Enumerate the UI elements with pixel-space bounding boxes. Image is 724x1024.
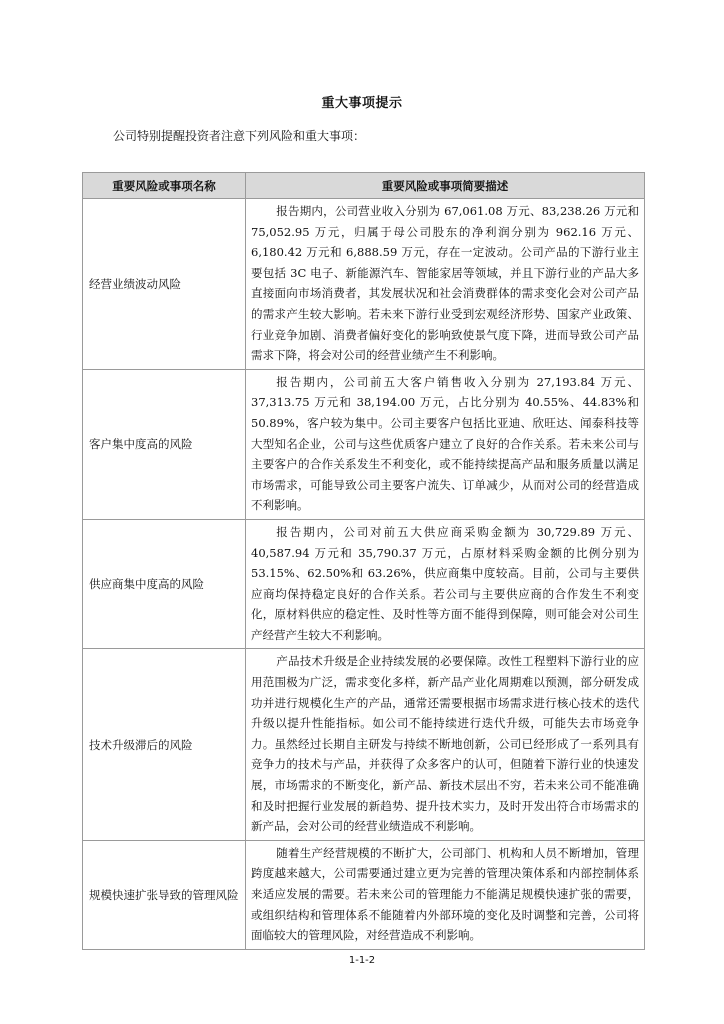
intro-text: 公司特别提醒投资者注意下列风险和重大事项： <box>113 129 366 143</box>
risk-name: 经营业绩波动风险 <box>83 199 246 370</box>
page-title: 重大事项提示 <box>321 96 403 111</box>
risk-description: 随着生产经营规模的不断扩大，公司部门、机构和人员不断增加，管理跨度越来越大，公司需要通过建立更为完善的管理决策体系和内部控制体系来适应发展的需要。若未来公司的管理能力不能满足规模快速扩张的需要，或组织结构和管理体系不能随着内外部环境的变化及时调整和完善，公司将面临较大的管理风险，对经营造成不利影响。 <box>246 840 645 949</box>
risk-name: 供应商集中度高的风险 <box>83 519 246 649</box>
risk-description: 报告期内，公司营业收入分别为 67,061.08 万元、83,238.26 万元和 75,052.95 万元，归属于母公司股东的净利润分别为 962.16 万元、6,180.42 万元和 6,888.59 万元，存在一定波动。公司产品的下游行业主要包括 3C 电子、新能源汽车、智能家居等领域，并且下游行业的产品大多直接面向市场消费者，其发展状况和社会消费群体的需求变化会对公司产品的需求产生较大影响。若未来下游行业受到宏观经济形势、国家产业政策、行业竞争加剧、消费者偏好变化的影响致使景气度下降，进而导致公司产品需求下降，将会对公司的经营业绩产生不利影响。 <box>246 199 645 370</box>
risk-table <box>82 172 645 950</box>
table-row <box>83 649 645 840</box>
risk-name: 客户集中度高的风险 <box>83 369 246 519</box>
table-row <box>83 369 645 519</box>
risk-description: 报告期内，公司前五大客户销售收入分别为 27,193.84 万元、37,313.75 万元和 38,194.00 万元，占比分别为 40.55%、44.83%和 50.89%，客户较为集中。公司主要客户包括比亚迪、欣旺达、闻泰科技等大型知名企业，公司与这些优质客户建立了良好的合作关系。若未来公司与主要客户的合作关系发生不利变化，或不能持续提高产品和服务质量以满足市场需求，可能导致公司主要客户流失、订单减少，从而对公司的经营造成不利影响。 <box>246 369 645 519</box>
header-risk-description: 重要风险或事项简要描述 <box>246 173 645 199</box>
table-row <box>83 840 645 949</box>
risk-name: 技术升级滞后的风险 <box>83 649 246 840</box>
table-header-row <box>83 173 645 199</box>
header-risk-name: 重要风险或事项名称 <box>83 173 246 199</box>
table-row <box>83 199 645 370</box>
risk-name: 规模快速扩张导致的管理风险 <box>83 840 246 949</box>
risk-description: 报告期内，公司对前五大供应商采购金额为 30,729.89 万元、40,587.94 万元和 35,790.37 万元，占原材料采购金额的比例分别为 53.15%、62.50%和 63.26%，供应商集中度较高。目前，公司与主要供应商均保持稳定良好的合作关系。若公司与主要供应商的合作发生不利变化，原材料供应的稳定性、及时性等方面不能得到保障，则可能会对公司生产经营产生较大不利影响。 <box>246 519 645 649</box>
page-number: 1-1-2 <box>348 955 376 966</box>
table-row <box>83 519 645 649</box>
risk-description: 产品技术升级是企业持续发展的必要保障。改性工程塑料下游行业的应用范围极为广泛，需求变化多样，新产品产业化周期难以预测，部分研发成功并进行规模化生产的产品，通常还需要根据市场需求进行核心技术的迭代升级以提升性能指标。如公司不能持续进行迭代升级，可能失去市场竞争力。虽然经过长期自主研发与持续不断地创新，公司已经形成了一系列具有竞争力的技术与产品，并获得了众多客户的认可，但随着下游行业的快速发展，市场需求的不断变化，新产品、新技术层出不穷，若未来公司不能准确和及时把握行业发展的新趋势、提升技术实力，及时开发出符合市场需求的新产品，会对公司的经营业绩造成不利影响。 <box>246 649 645 840</box>
